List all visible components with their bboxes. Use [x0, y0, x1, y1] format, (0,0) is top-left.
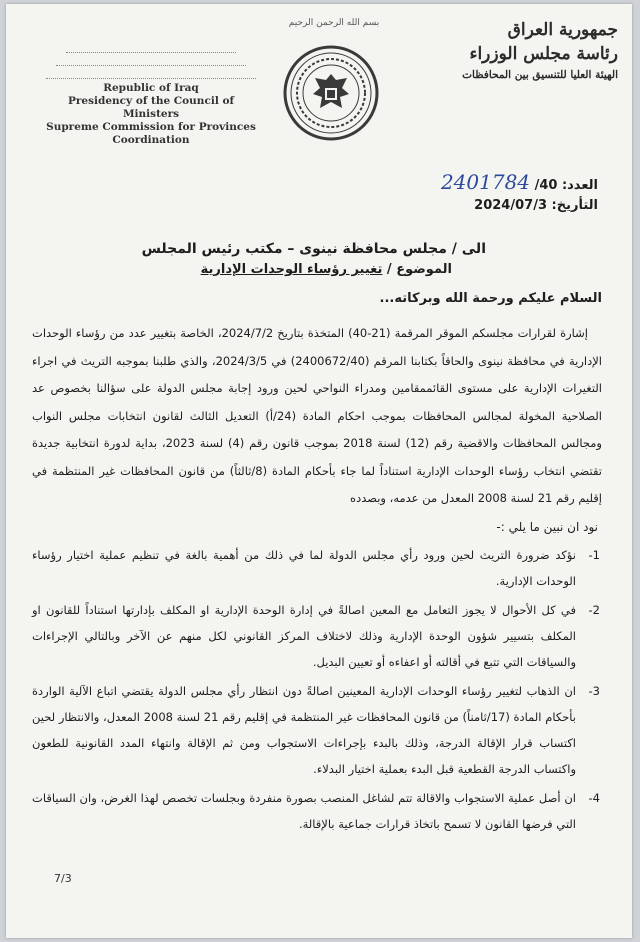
document-meta [348, 170, 598, 218]
date-value: 2024/07/3 [474, 198, 547, 213]
item-number: 3- [588, 683, 600, 698]
document-number-row [348, 170, 598, 194]
list-item [32, 678, 602, 782]
item-number: 4- [588, 790, 600, 805]
list-item [32, 785, 602, 837]
letter-body [32, 238, 602, 837]
addressee: الى / مجلس محافظة نينوى – مكتب رئيس المجلس [141, 241, 486, 257]
greeting: السلام عليكم ورحمة الله وبركاته... [379, 291, 602, 306]
points-list [32, 542, 602, 837]
item-text: في كل الأحوال لا يجوز التعامل مع المعين اصالةً في إدارة الوحدة الإدارية او المكلف بإدارتها استناداً للقانون او المكلف بتسيير شؤون الوحدة الإدارية وذلك لاختلاف المركز القانوني لكل منهم عن الآخر وبالتالي الإجراءات والسياقات التي تتبع في أقالته أو اعفاءه أو تعيين البديل. [32, 602, 576, 669]
number-label: العدد: [561, 178, 598, 193]
item-number: 1- [588, 547, 600, 562]
english-letterhead [46, 82, 256, 147]
document-date-row [348, 194, 598, 218]
subject-label: الموضوع / [386, 262, 452, 277]
official-seal-emblem [282, 44, 380, 142]
date-label: التأريخ: [551, 198, 598, 213]
list-item [32, 597, 602, 675]
letterhead-presidency: رئاسة مجلس الوزراء [469, 44, 618, 64]
secondary-letterhead-lines [46, 40, 256, 85]
page-number: 7/3 [54, 872, 72, 885]
main-paragraph: إشارة لقرارات مجلسكم الموقر المرقمة (21-40) المتخذة بتاريخ 2024/7/2، الخاصة بتغيير عدد من رؤساء الوحدات الإدارية في محافظة نينوى والحاقاً بكتابنا المرقم (2400672/40) في 2024/3/5، والذي طلبنا بموجبه التريث في اجراء التغيرات الإدارية على مستوى القائممقامين ومدراء النواحي لحين ورود إجابة مجلس الدولة على سؤالنا بخصوص عد الصلاحية المخولة لمجالس المحافظات بموجب احكام المادة (24/أ) التعديل الثالث لقانون انتخابات مجلس النواب ومجالس المحافظات والاقضية رقم (12) لسنة 2018 بموجب قانون رقم (4) لسنة 2023، بداية لدورة انتخابية جديدة تقتضي انتخاب رؤساء الوحدات الإدارية استناداً لما جاء بأحكام المادة (8/ثالثاً) من قانون المحافظات غير المنتظمة في إقليم رقم 21 لسنة 2008 المعدل من عدمه، وبصدده [32, 326, 603, 505]
subject-text: تغيير رؤساء الوحدات الإدارية [200, 262, 383, 277]
number-value: 40/ [534, 178, 558, 193]
letterhead-english-country: Republic of Iraq [103, 82, 199, 94]
item-text: نؤكد ضرورة التريث لحين ورود رأي مجلس الدولة لما في ذلك من أهمية بالغة في تنظيم عملية اختيار رؤساء الوحدات الإدارية. [32, 547, 576, 588]
item-number: 2- [588, 602, 600, 617]
letterhead-commission: الهيئة العليا للتنسيق بين المحافظات [462, 69, 618, 81]
arabic-letterhead [428, 18, 618, 84]
item-text: ان الذهاب لتغيير رؤساء الوحدات الإدارية المعينين اصالةً دون انتظار رأي مجلس الدولة يقتضي اتباع الآلية الواردة بأحكام المادة (17/ثامناً) من قانون المحافظات غير المنتظمة في إقليم رقم 21 لسنة 2008 المعدل، والانتظار لحين اكتساب قرار الإقالة الدرجة، وذلك بالبدء بإجراءات الاستجواب ومن ثم الإقالة وانتهاء المدد القانونية للطعون واكتساب الدرجة القطعية قبل البدء بعملية اختيار البدلاء. [32, 683, 576, 776]
handwritten-number: 2401784 [440, 170, 531, 194]
letterhead-country: جمهورية العراق [507, 20, 618, 40]
subject-line [32, 260, 452, 280]
letterhead-english-commission: Supreme Commission for Provinces Coordination [46, 121, 256, 146]
document-page [6, 4, 632, 938]
letterhead-english-presidency: Presidency of the Council of Ministers [68, 95, 234, 120]
list-item [32, 542, 602, 594]
basmala: بسم الله الرحمن الرحيم [288, 18, 380, 28]
list-intro: نود ان نبين ما يلي :- [496, 519, 598, 534]
item-text: ان أصل عملية الاستجواب والاقالة تتم لشاغل المنصب بصورة منفردة وبجلسات تخصص لهذا الغرض، وان السياقات التي فرضها القانون لا تسمح باتخاذ قرارات جماعية بالإقالة. [32, 790, 576, 831]
